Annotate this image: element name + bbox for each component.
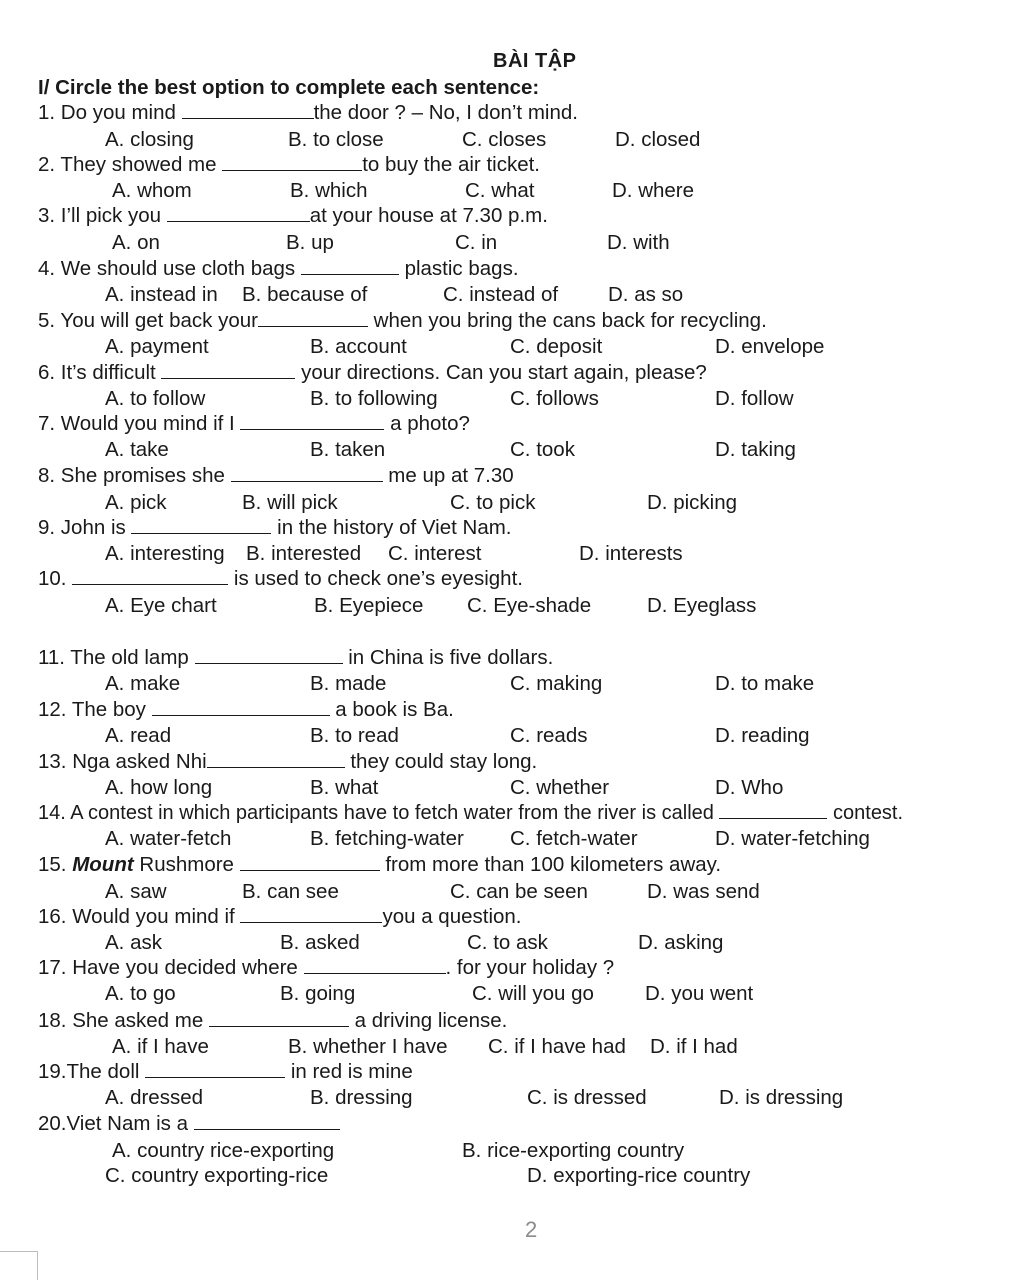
q16-option-c[interactable]: C. to ask: [467, 931, 548, 954]
q17-option-d[interactable]: D. you went: [645, 982, 754, 1005]
q10-option-b[interactable]: B. Eyepiece: [314, 594, 424, 617]
answer-blank: [145, 1063, 285, 1078]
answer-blank: [240, 415, 384, 430]
q4-option-b[interactable]: B. because of: [242, 283, 368, 306]
q2-option-b[interactable]: B. which: [290, 179, 368, 202]
answer-blank: [131, 519, 271, 534]
answer-blank: [195, 649, 343, 664]
instruction: I/ Circle the best option to complete each sentence:: [38, 76, 540, 99]
question-text: 1. Do you mind: [38, 101, 182, 124]
question-text: 17. Have you decided where: [38, 956, 304, 979]
question-text: plastic bags.: [398, 257, 519, 280]
q2-option-a[interactable]: A. whom: [112, 179, 192, 202]
q18-option-d[interactable]: D. if I had: [650, 1035, 738, 1058]
question-text: 10.: [38, 567, 73, 590]
question-text: in the history of Viet Nam.: [271, 516, 512, 539]
q7-option-a[interactable]: A. take: [105, 438, 169, 461]
question-text: 7. Would you mind if I: [38, 412, 241, 435]
q1-option-a[interactable]: A. closing: [105, 128, 194, 151]
question-text: 19.The doll: [38, 1060, 146, 1083]
question-text: Rushmore: [133, 853, 240, 876]
q6-option-c[interactable]: C. follows: [510, 387, 599, 410]
question-text: your directions. Can you start again, please?: [295, 361, 707, 384]
q9-option-c[interactable]: C. interest: [388, 542, 482, 565]
page-number: 2: [525, 1217, 538, 1242]
question-text: 12. The boy: [38, 698, 152, 721]
answer-blank: [231, 467, 383, 482]
question-6: [38, 361, 707, 385]
question-text: me up at 7.30: [382, 464, 514, 487]
q5-option-c[interactable]: C. deposit: [510, 335, 603, 358]
question-text: a book is Ba.: [329, 698, 454, 721]
q12-option-a[interactable]: A. read: [105, 724, 172, 747]
question-text: 8. She promises she: [38, 464, 231, 487]
question-text: from more than 100 kilometers away.: [379, 853, 722, 876]
q1-option-c[interactable]: C. closes: [462, 128, 547, 151]
q14-option-b[interactable]: B. fetching-water: [310, 827, 464, 850]
question-text: 6. It’s difficult: [38, 361, 162, 384]
question-text: in China is five dollars.: [342, 646, 554, 669]
q10-option-d[interactable]: D. Eyeglass: [647, 594, 757, 617]
question-12: [38, 698, 454, 722]
q17-option-c[interactable]: C. will you go: [472, 982, 594, 1005]
question-13: [38, 750, 537, 774]
q19-option-c[interactable]: C. is dressed: [527, 1086, 647, 1109]
q15-option-d[interactable]: D. was send: [647, 880, 760, 903]
q4-option-a[interactable]: A. instead in: [105, 283, 218, 306]
question-18: [38, 1009, 507, 1033]
question-text: 2. They showed me: [38, 153, 223, 176]
question-16: [38, 905, 522, 929]
question-20: [38, 1112, 340, 1136]
question-text: 3. I’ll pick you: [38, 204, 167, 227]
q10-option-c[interactable]: C. Eye-shade: [467, 594, 592, 617]
question-text: 16. Would you mind if: [38, 905, 241, 928]
q8-option-c[interactable]: C. to pick: [450, 491, 536, 514]
q17-option-a[interactable]: A. to go: [105, 982, 176, 1005]
question-text: 15.: [38, 853, 73, 876]
q2-option-c[interactable]: C. what: [465, 179, 535, 202]
answer-blank: [240, 856, 380, 871]
q2-option-d[interactable]: D. where: [612, 179, 695, 202]
question-9: [38, 516, 512, 540]
question-4: [38, 257, 519, 281]
answer-blank: [167, 207, 310, 222]
question-text: you a question.: [382, 905, 522, 928]
answer-blank: [222, 156, 362, 171]
q12-option-d[interactable]: D. reading: [715, 724, 810, 747]
q18-option-a[interactable]: A. if I have: [112, 1035, 209, 1058]
q18-option-b[interactable]: B. whether I have: [288, 1035, 448, 1058]
q4-option-d[interactable]: D. as so: [608, 283, 684, 306]
question-text: 13. Nga asked Nhi: [38, 750, 207, 773]
question-1: [38, 101, 578, 125]
question-text-italic: Mount: [72, 853, 134, 876]
q13-option-c[interactable]: C. whether: [510, 776, 610, 799]
answer-blank: [240, 908, 382, 923]
question-3: [38, 204, 548, 228]
q1-option-b[interactable]: B. to close: [288, 128, 384, 151]
q10-option-a[interactable]: A. Eye chart: [105, 594, 217, 617]
answer-blank: [301, 260, 399, 275]
question-text: the door ? – No, I don’t mind.: [313, 101, 578, 124]
q16-option-b[interactable]: B. asked: [280, 931, 360, 954]
q16-option-a[interactable]: A. ask: [105, 931, 162, 954]
question-text: is used to check one’s eyesight.: [228, 567, 523, 590]
question-5: [38, 309, 767, 333]
q7-option-d[interactable]: D. taking: [715, 438, 796, 461]
q12-option-c[interactable]: C. reads: [510, 724, 588, 747]
q1-option-d[interactable]: D. closed: [615, 128, 701, 151]
question-text: 4. We should use cloth bags: [38, 257, 301, 280]
q6-option-b[interactable]: B. to following: [310, 387, 438, 410]
question-text: at your house at 7.30 p.m.: [309, 204, 548, 227]
q9-option-a[interactable]: A. interesting: [105, 542, 225, 565]
page-title: BÀI TẬP: [493, 50, 577, 72]
answer-blank: [719, 804, 827, 819]
question-8: [38, 464, 514, 488]
question-text: 18. She asked me: [38, 1009, 209, 1032]
answer-blank: [72, 570, 228, 585]
question-text: 11. The old lamp: [38, 646, 195, 669]
q15-option-a[interactable]: A. saw: [105, 880, 167, 903]
answer-blank: [258, 312, 368, 327]
q12-option-b[interactable]: B. to read: [310, 724, 399, 747]
q3-option-b[interactable]: B. up: [286, 231, 334, 254]
q19-option-a[interactable]: A. dressed: [105, 1086, 203, 1109]
q5-option-b[interactable]: B. account: [310, 335, 407, 358]
answer-blank: [304, 959, 446, 974]
question-text: to buy the air ticket.: [362, 153, 540, 176]
q11-option-a[interactable]: A. make: [105, 672, 181, 695]
q8-option-b[interactable]: B. will pick: [242, 491, 338, 514]
q5-option-a[interactable]: A. payment: [105, 335, 209, 358]
question-text: a driving license.: [348, 1009, 508, 1032]
q19-option-d[interactable]: D. is dressing: [719, 1086, 844, 1109]
question-17: [38, 956, 614, 980]
q9-option-b[interactable]: B. interested: [246, 542, 362, 565]
q13-option-b[interactable]: B. what: [310, 776, 379, 799]
q11-option-d[interactable]: D. to make: [715, 672, 815, 695]
q18-option-c[interactable]: C. if I have had: [488, 1035, 626, 1058]
question-15: [38, 853, 721, 877]
q20-option-b[interactable]: B. rice-exporting country: [462, 1139, 685, 1162]
q14-option-a[interactable]: A. water-fetch: [105, 827, 232, 850]
question-7: [38, 412, 470, 436]
q3-option-d[interactable]: D. with: [607, 231, 670, 254]
q11-option-c[interactable]: C. making: [510, 672, 603, 695]
question-11: [38, 646, 553, 670]
q15-option-c[interactable]: C. can be seen: [450, 880, 588, 903]
answer-blank: [152, 701, 330, 716]
q8-option-a[interactable]: A. pick: [105, 491, 167, 514]
answer-blank: [209, 1012, 349, 1027]
q7-option-c[interactable]: C. took: [510, 438, 575, 461]
question-2: [38, 153, 540, 177]
q14-option-c[interactable]: C. fetch-water: [510, 827, 638, 850]
answer-blank: [194, 1115, 340, 1130]
q8-option-d[interactable]: D. picking: [647, 491, 738, 514]
page-corner-fold: [0, 1251, 38, 1280]
q16-option-d[interactable]: D. asking: [638, 931, 724, 954]
question-text: a photo?: [384, 412, 470, 435]
question-14: [38, 801, 903, 825]
question-text: . for your holiday ?: [445, 956, 615, 979]
q6-option-a[interactable]: A. to follow: [105, 387, 206, 410]
question-text: when you bring the cans back for recycling.: [367, 309, 767, 332]
q20-option-d[interactable]: D. exporting-rice country: [527, 1164, 751, 1187]
q20-option-c[interactable]: C. country exporting-rice: [105, 1164, 329, 1187]
question-text: 5. You will get back your: [38, 309, 258, 332]
q3-option-c[interactable]: C. in: [455, 231, 498, 254]
question-text: they could stay long.: [344, 750, 538, 773]
q7-option-b[interactable]: B. taken: [310, 438, 386, 461]
question-text: contest.: [827, 802, 904, 824]
q11-option-b[interactable]: B. made: [310, 672, 387, 695]
question-text: 20.Viet Nam is a: [38, 1112, 194, 1135]
question-text: in red is mine: [285, 1060, 413, 1083]
q3-option-a[interactable]: A. on: [112, 231, 160, 254]
q14-option-d[interactable]: D. water-fetching: [715, 827, 870, 850]
q6-option-d[interactable]: D. follow: [715, 387, 794, 410]
question-10: [38, 567, 523, 591]
q15-option-b[interactable]: B. can see: [242, 880, 339, 903]
question-text: 9. John is: [38, 516, 132, 539]
answer-blank: [182, 104, 314, 119]
question-text: 14. A contest in which participants have to fetch water from the river is called: [38, 802, 720, 824]
q4-option-c[interactable]: C. instead of: [443, 283, 559, 306]
answer-blank: [161, 364, 295, 379]
q13-option-d[interactable]: D. Who: [715, 776, 784, 799]
q13-option-a[interactable]: A. how long: [105, 776, 213, 799]
q5-option-d[interactable]: D. envelope: [715, 335, 825, 358]
q19-option-b[interactable]: B. dressing: [310, 1086, 413, 1109]
q17-option-b[interactable]: B. going: [280, 982, 356, 1005]
q20-option-a[interactable]: A. country rice-exporting: [112, 1139, 335, 1162]
q9-option-d[interactable]: D. interests: [579, 542, 683, 565]
answer-blank: [207, 753, 345, 768]
question-19: [38, 1060, 413, 1084]
